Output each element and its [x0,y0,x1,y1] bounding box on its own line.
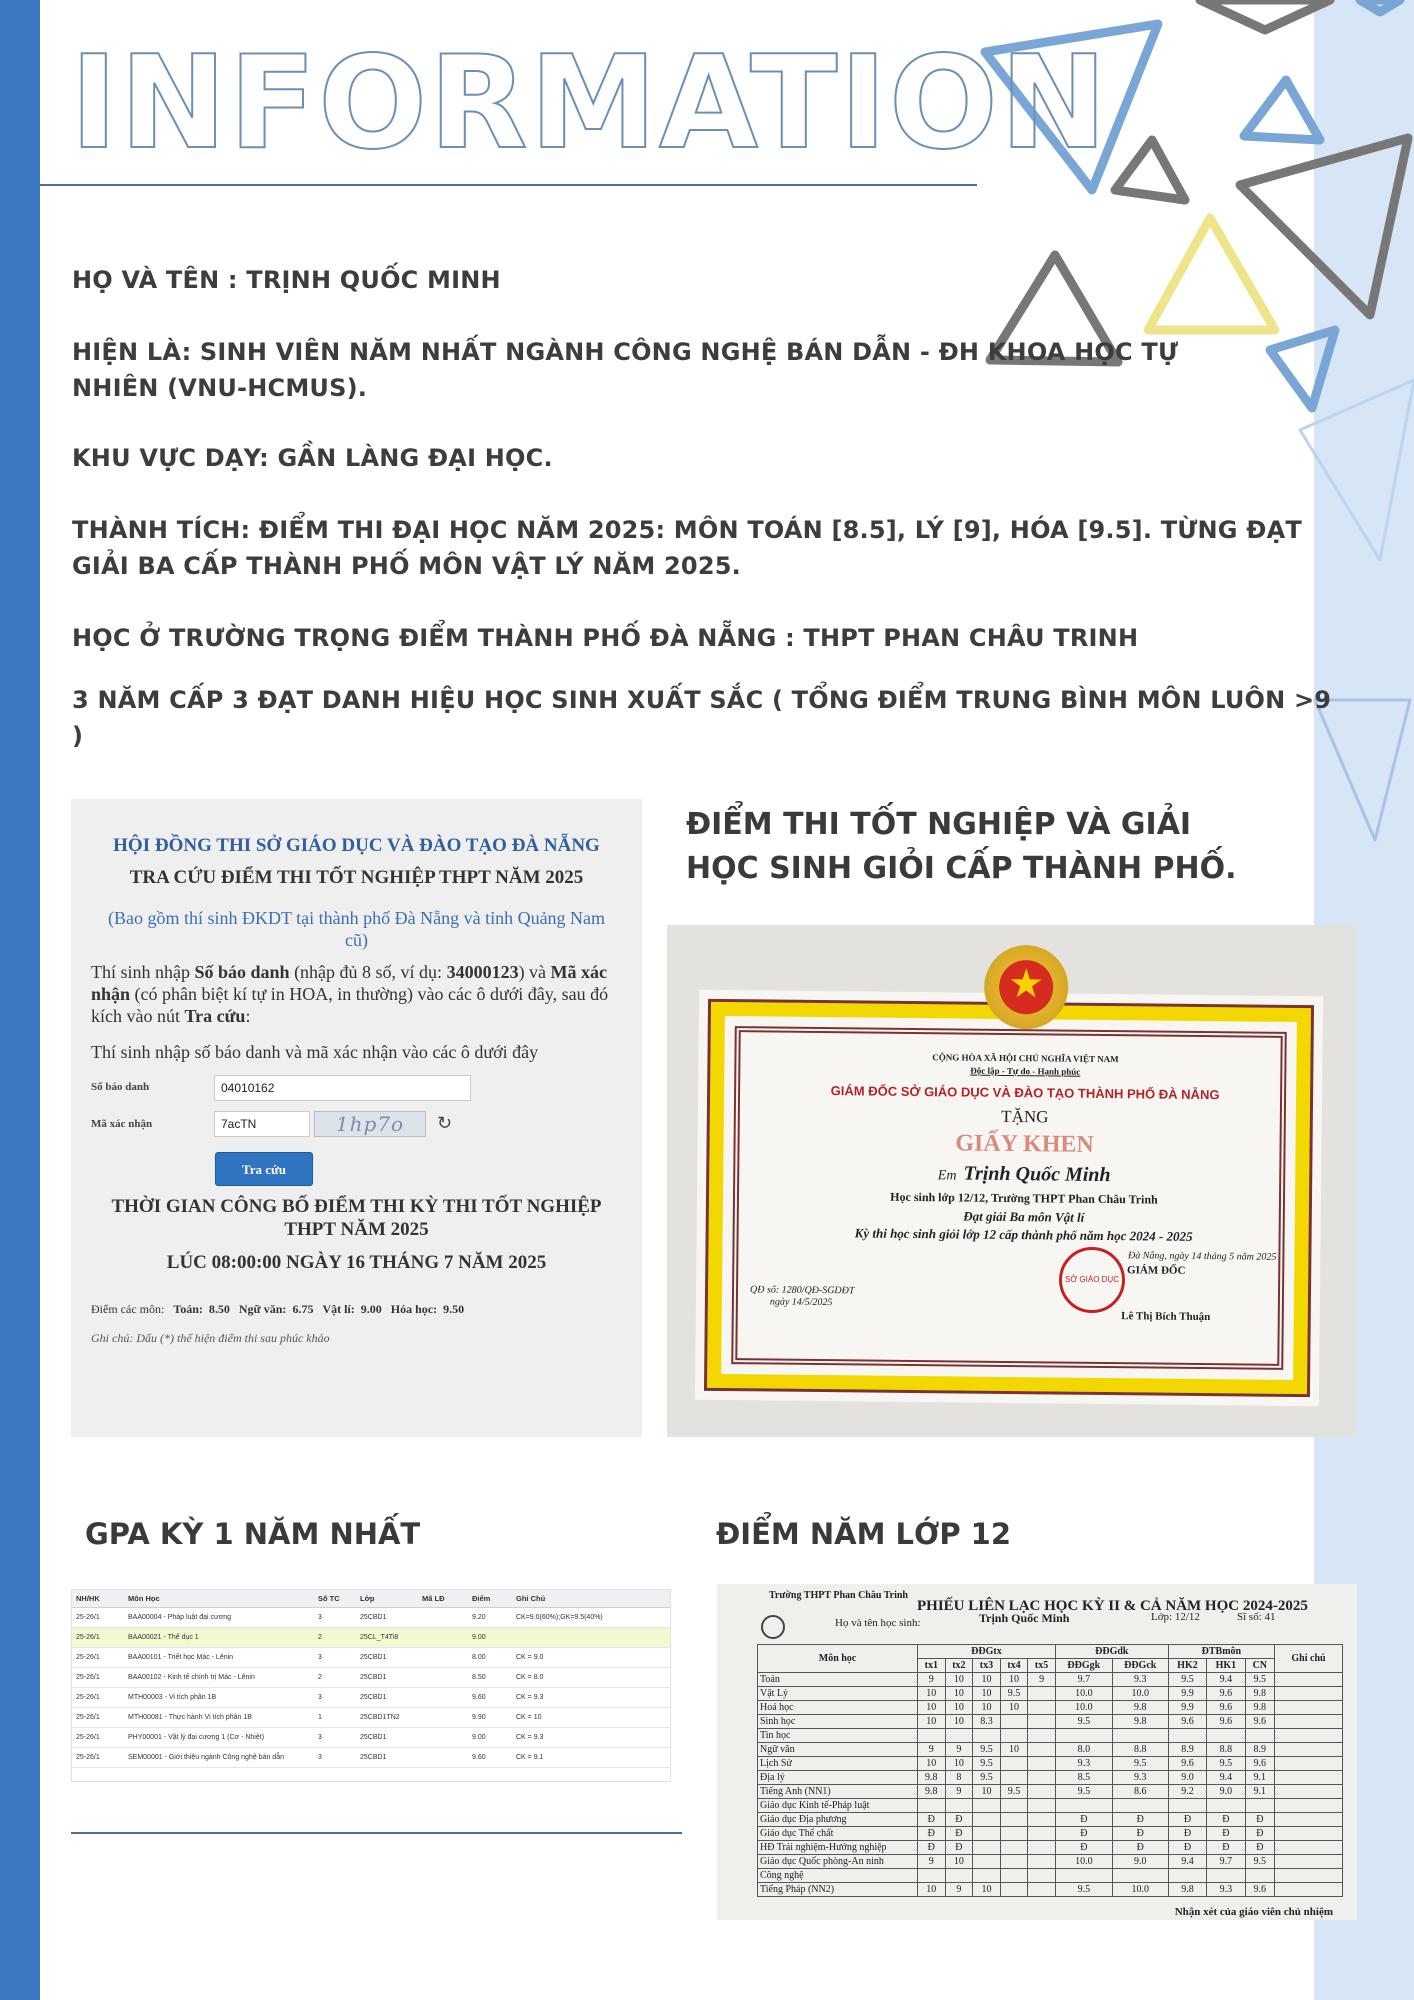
exam-scores: Điểm các môn: Toán: 8.50 Ngữ văn: 6.75 Vật lí: 9.00 Hóa học: 9.50 [91,1302,465,1316]
grade12-report-photo [717,1584,1357,1920]
report-school: Trường THPT Phan Châu Trinh [769,1590,908,1601]
report-class: Lớp: 12/12 [1151,1611,1200,1623]
sbd-input[interactable]: 04010162 [214,1075,471,1101]
cert-line-8: Đạt giải Ba môn Vật lí [963,1208,1085,1225]
report-size: Sĩ số: 41 [1237,1611,1276,1623]
captcha-image: 1hp7o [314,1111,426,1137]
table-row: Tin học [758,1729,1343,1743]
report-student-label: Họ và tên học sinh: [835,1617,921,1629]
info-area: KHU VỰC DẠY: GẦN LÀNG ĐẠI HỌC. [72,444,553,472]
report-footer: Nhận xét của giáo viên chủ nhiệm [1174,1906,1333,1918]
info-achievements: THÀNH TÍCH: ĐIỂM THI ĐẠI HỌC NĂM 2025: MÔN TOÁN [8.5], LÝ [9], HÓA [9.5]. TỪNG ĐẠT GIẢI BA CẤP THÀNH PHỐ MÔN VẬT LÝ NĂM 2025. [72,516,1302,580]
table-row: Giáo dục Địa phương Đ Đ Đ Đ Đ Đ Đ [758,1813,1343,1827]
table-row: 25-26/1 SEM00001 - Giới thiệu ngành Công nghệ bán dẫn 3 25CBD1 9.60 CK = 9.1 [72,1748,670,1768]
col-code[interactable]: Mã LĐ [418,1590,468,1608]
table-row: Địa lý 9.8 8 9.5 8.5 9.3 9.0 9.4 9.1 [758,1771,1343,1785]
table-row: Sinh học 10 10 8.3 9.5 9.8 9.6 9.6 9.6 [758,1715,1343,1729]
col-score[interactable]: Điểm [468,1590,512,1608]
table-row: Giáo dục Thể chất Đ Đ Đ Đ Đ Đ Đ [758,1827,1343,1841]
gpa-table-card [71,1589,671,1782]
table-row: Tiếng Pháp (NN2) 10 9 10 9.5 10.0 9.8 9.3 9.6 [758,1883,1343,1897]
table-row: 25-26/1 MTH00003 - Vi tích phân 1B 3 25CBD1 9.60 CK = 9.3 [72,1688,670,1708]
table-row: 25-26/1 BAA00021 - Thể dục 1 2 25CL_T4Ti8 9.00 [72,1628,670,1648]
cert-line-1: CỘNG HÒA XÃ HỘI CHỦ NGHĨA VIỆT NAM [932,1052,1119,1065]
exam-lookup-card [71,799,642,1437]
certificate-paper [695,960,1323,1407]
table-row: 25-26/1 MTH00081 - Thực hành Vi tích phân 1B 1 25CBD1TN2 9.90 CK = 10 [72,1708,670,1728]
table-row: Công nghệ [758,1869,1343,1883]
report-table: Môn học ĐĐGtx ĐĐGdk ĐTBmôn Ghi chú tx1 tx2 tx3 tx4 tx5 ĐĐGgk ĐĐGck HK2 HK1 CN Toán 9 10 10 10 9 9.7 9.3 9.5 9.4 9.5 Vật Lý 10 10 10 9.5 10.0 10.0 9.9 9.6 9.8 Hoá học 10 10 10 10 10.0 9.8 9.9 9.6 9.8 Sinh học 10 10 8.3 9.5 9.8 9.6 9.6 9.6 Tin học Ngữ văn 9 9 9.5 10 8.0 8.8 8.9 8.8 8.9 Lịch Sử 10 10 9.5 9.3 9.5 9.6 9.5 9.6 Địa lý 9.8 8 9.5 8.5 9.3 9.0 9.4 9.1 Tiếng Anh (NN1) 9.8 9 10 9.5 9.5 8.6 9.2 9.0 9.1 Giáo dục Kinh tế-Pháp luật Giáo dục Địa phương Đ Đ Đ Đ Đ Đ Đ Giáo dục Thể chất Đ Đ Đ Đ Đ Đ Đ HĐ Trải nghiệm-Hướng nghiệp Đ Đ Đ Đ Đ Đ Đ Giáo dục Quốc phòng-An ninh 9 10 10.0 9.0 9.4 9.7 9.5 Công nghệ Tiếng Pháp (NN2) 10 9 10 9.5 10.0 9.8 9.3 9.6 [757,1644,1343,1897]
table-row: 25-26/1 PHY00001 - Vật lý đại cương 1 (Cơ - Nhiệt) 3 25CBD1 9.00 CK = 9.3 [72,1728,670,1748]
cert-recipient: Em Trịnh Quốc Minh [937,1162,1111,1187]
table-row: 25-26/1 BAA00004 - Pháp luật đại cương 3 25CBD1 9.20 CK=9.0(60%);GK=9.5(40%) [72,1608,670,1628]
info-school: HỌC Ở TRƯỜNG TRỌNG ĐIỂM THÀNH PHỐ ĐÀ NẴNG : THPT PHAN CHÂU TRINH [72,624,1139,652]
table-row: Lịch Sử 10 10 9.5 9.3 9.5 9.6 9.5 9.6 [758,1757,1343,1771]
exam-section-title: ĐIỂM THI TỐT NGHIỆP VÀ GIẢI HỌC SINH GIỎI CẤP THÀNH PHỐ. [686,807,1237,886]
cert-date: Đà Nẵng, ngày 14 tháng 5 năm 2025 [1128,1250,1277,1263]
cert-decision: QĐ số: 1280/QĐ-SGDĐT [749,1284,855,1297]
col-credits[interactable]: Số TC [314,1590,356,1608]
table-row: Ngữ văn 9 9 9.5 10 8.0 8.8 8.9 8.8 8.9 [758,1743,1343,1757]
cert-line-5: GIẤY KHEN [955,1130,1094,1158]
cert-line-2: Độc lập - Tự do - Hạnh phúc [970,1065,1081,1077]
grade12-section-title: ĐIỂM NĂM LỚP 12 [716,1517,1012,1551]
lookup-button[interactable]: Tra cứu [215,1152,313,1186]
table-row: Hoá học 10 10 10 10 10.0 9.8 9.9 9.6 9.8 [758,1701,1343,1715]
code-label: Mã xác nhận [91,1118,153,1130]
page-title: INFORMATION [70,29,1109,178]
cert-line-4: TẶNG [1001,1106,1049,1127]
lookup-subheading: TRA CỨU ĐIỂM THI TỐT NGHIỆP THPT NĂM 2025 [129,867,584,888]
gpa-table [72,1590,670,1768]
cert-signer-title: GIÁM ĐỐC [1126,1264,1186,1277]
report-title: PHIẾU LIÊN LẠC HỌC KỲ II & CẢ NĂM HỌC 2024-2025 [917,1598,1308,1614]
lookup-note: (Bao gồm thí sinh ĐKDT tại thành phố Đà Nẵng và tỉnh Quảng Nam cũ) [107,908,606,950]
table-row: 25-26/1 BAA00102 - Kinh tế chính trị Mác - Lênin 2 25CBD1 8.50 CK = 8.0 [72,1668,670,1688]
cert-signer-name: Lê Thị Bích Thuận [1121,1310,1211,1324]
gpa-section-title: GPA KỲ 1 NĂM NHẤT [85,1517,421,1551]
sbd-label: Số báo danh [91,1081,150,1093]
title-underline [40,184,977,186]
col-note[interactable]: Ghi Chú [512,1590,670,1608]
code-input[interactable]: 7acTN [214,1111,310,1137]
col-class[interactable]: Lớp [356,1590,418,1608]
table-row: Toán 9 10 10 10 9 9.7 9.3 9.5 9.4 9.5 [758,1673,1343,1687]
info-current: HIỆN LÀ: SINH VIÊN NĂM NHẤT NGÀNH CÔNG NGHỆ BÁN DẪN - ĐH KHOA HỌC TỰ NHIÊN (VNU-HCMUS). [72,338,1179,402]
info-name: HỌ VÀ TÊN : TRỊNH QUỐC MINH [72,266,501,294]
certificate-photo [667,925,1357,1437]
table-row: Tiếng Anh (NN1) 9.8 9 10 9.5 9.5 8.6 9.2 9.0 9.1 [758,1785,1343,1799]
table-row: Giáo dục Kinh tế-Pháp luật [758,1799,1343,1813]
divider [71,1832,682,1834]
cert-decision-date: ngày 14/5/2025 [769,1296,833,1309]
report-student: Trịnh Quốc Minh [979,1611,1070,1625]
lookup-instructions: Thí sinh nhập Số báo danh (nhập đủ 8 số, ví dụ: 34000123) và Mã xác nhận (có phân biệt kí tự in HOA, in thường) vào các ô dưới đây, sau đó kích vào nút Tra cứu: [91,962,609,1026]
release-time-heading: THỜI GIAN CÔNG BỐ ĐIỂM THI KỲ THI TỐT NGHIỆP THPT NĂM 2025 [111,1196,602,1240]
table-row: Vật Lý 10 10 10 9.5 10.0 10.0 9.9 9.6 9.8 [758,1687,1343,1701]
cert-line-3: GIÁM ĐỐC SỞ GIÁO DỤC VÀ ĐÀO TẠO THÀNH PHỐ ĐÀ NẴNG [830,1083,1220,1103]
cert-line-7: Học sinh lớp 12/12, Trường THPT Phan Châu Trinh [890,1189,1158,1207]
lookup-instructions-2: Thí sinh nhập số báo danh và mã xác nhận vào các ô dưới đây [91,1042,539,1062]
cert-line-9: Kỳ thi học sinh giỏi lớp 12 cấp thành phố năm học 2024 - 2025 [854,1225,1193,1244]
table-row: 25-26/1 BAA00101 - Triết học Mác - Lênin 3 25CBD1 8.00 CK = 9.0 [72,1648,670,1668]
col-course[interactable]: Môn Học [124,1590,314,1608]
table-row: Giáo dục Quốc phòng-An ninh 9 10 10.0 9.0 9.4 9.7 9.5 [758,1855,1343,1869]
table-row: HĐ Trải nghiệm-Hướng nghiệp Đ Đ Đ Đ Đ Đ Đ [758,1841,1343,1855]
lookup-footnote: Ghi chú: Dấu (*) thể hiện điểm thi sau phúc khảo [91,1331,330,1345]
refresh-icon[interactable]: ↻ [437,1113,453,1133]
col-term[interactable]: NH/HK [72,1590,124,1608]
left-accent-bar [0,0,40,2000]
national-emblem-icon: ★ [984,945,1069,1030]
lookup-heading: HỘI ĐỒNG THI SỞ GIÁO DỤC VÀ ĐÀO TẠO ĐÀ NẴNG [113,835,600,856]
release-time: LÚC 08:00:00 NGÀY 16 THÁNG 7 NĂM 2025 [166,1252,547,1273]
school-logo-icon [761,1615,785,1639]
official-seal-icon: SỞ GIÁO DỤC [1059,1247,1125,1313]
info-honors: 3 NĂM CẤP 3 ĐẠT DANH HIỆU HỌC SINH XUẤT SẮC ( TỔNG ĐIỂM TRUNG BÌNH MÔN LUÔN >9 ) [72,686,1332,750]
